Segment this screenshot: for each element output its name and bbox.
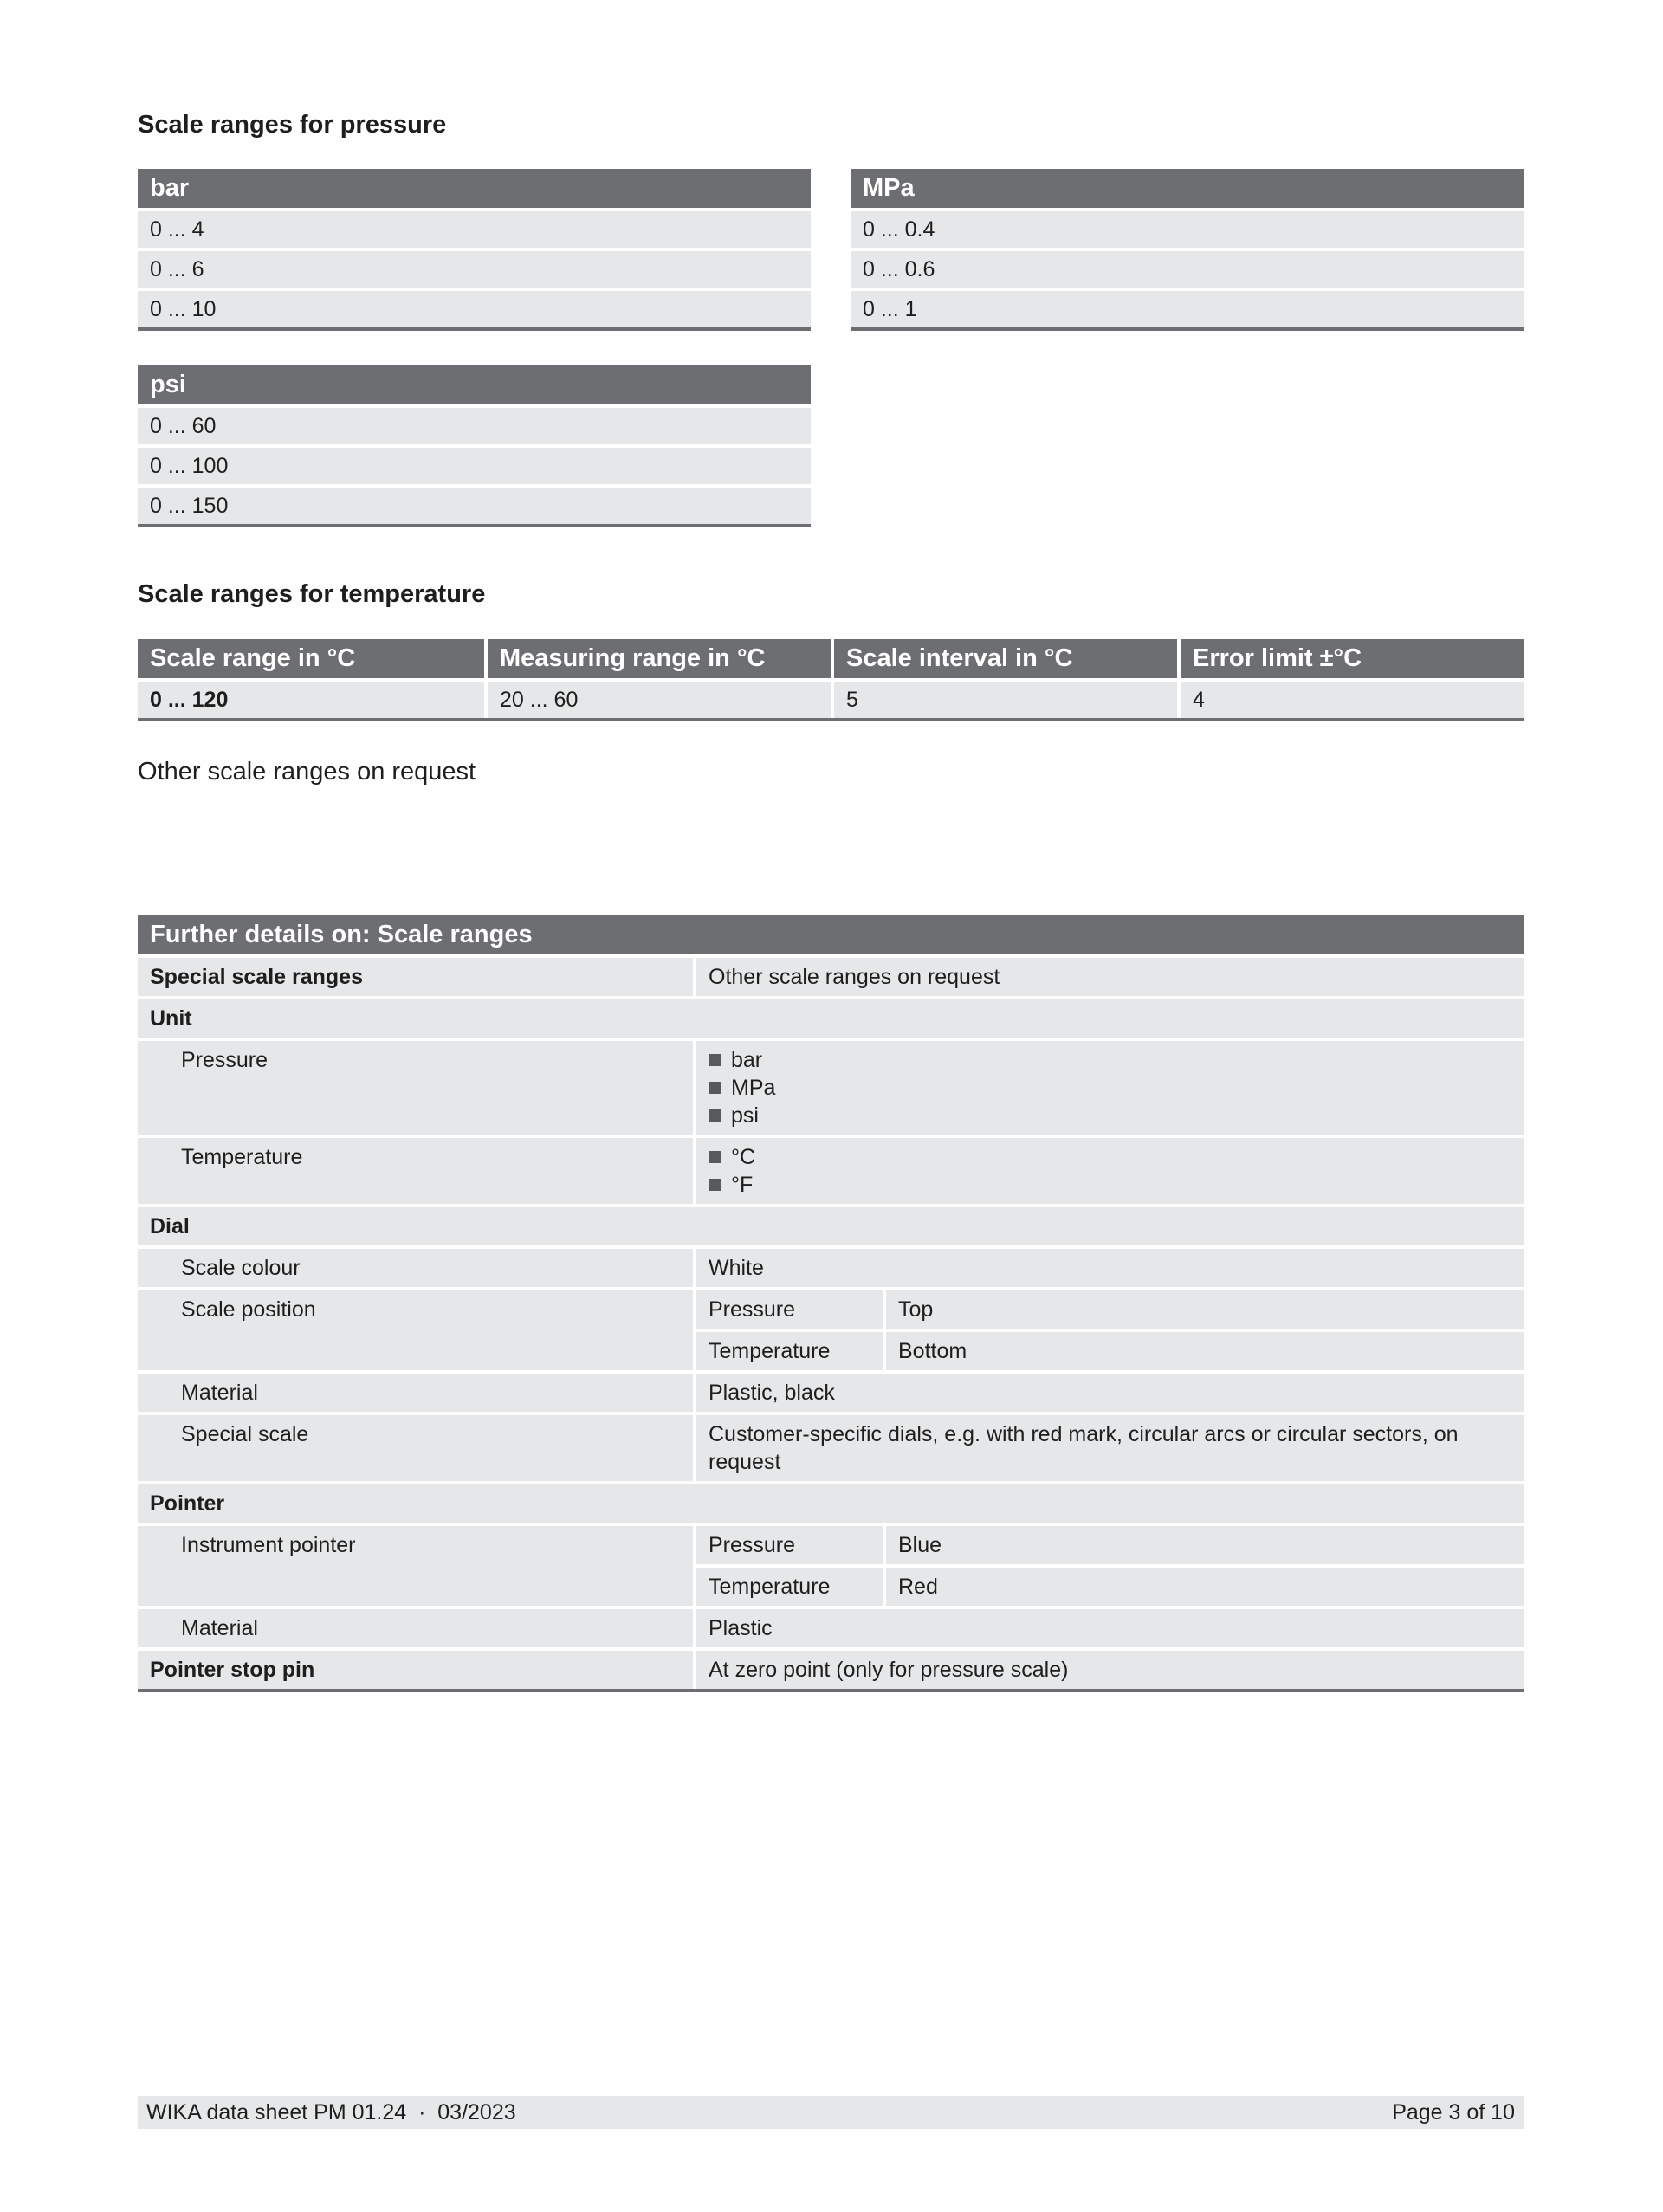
bullet-square-icon	[709, 1054, 721, 1066]
bullet-square-icon	[709, 1151, 721, 1163]
temp-cell: 20 ... 60	[484, 682, 831, 718]
unit-group-label: Unit	[138, 999, 1524, 1041]
special-scale-label: Special scale	[138, 1415, 693, 1484]
footer-document-id: WIKA data sheet PM 01.24 · 03/2023	[146, 2099, 516, 2125]
temp-col-header: Scale range in °C	[138, 639, 484, 682]
list-item	[709, 1143, 1511, 1171]
scale-position-pressure-value: Top	[883, 1290, 1524, 1332]
pointer-group-label: Pointer	[138, 1484, 1524, 1526]
special-scale-ranges-label: Special scale ranges	[138, 958, 693, 999]
instrument-pointer-temperature-label: Temperature	[693, 1568, 883, 1609]
bar-row: 0 ... 10	[138, 291, 811, 327]
details-header: Further details on: Scale ranges	[138, 915, 1524, 958]
instrument-pointer-pressure-label: Pressure	[693, 1526, 883, 1568]
temp-col-header: Error limit ±°C	[1177, 639, 1524, 682]
pointer-material-value: Plastic	[693, 1609, 1524, 1651]
list-item	[709, 1046, 1511, 1074]
instrument-pointer-temperature-value: Red	[883, 1568, 1524, 1609]
mpa-row: 0 ... 0.4	[851, 211, 1524, 251]
unit-value: psi	[731, 1103, 759, 1128]
mpa-table	[851, 169, 1524, 331]
list-item	[709, 1074, 1511, 1102]
psi-table	[138, 365, 811, 527]
temp-col-header: Measuring range in °C	[484, 639, 831, 682]
page-footer	[138, 2096, 1524, 2129]
scale-position-pressure-label: Pressure	[693, 1290, 883, 1332]
unit-value: bar	[731, 1048, 763, 1072]
scale-position-label: Scale position	[138, 1290, 693, 1374]
pressure-heading: Scale ranges for pressure	[138, 111, 447, 139]
scale-colour-label: Scale colour	[138, 1249, 693, 1290]
mpa-row: 0 ... 1	[851, 291, 1524, 327]
instrument-pointer-pressure-value: Blue	[883, 1526, 1524, 1568]
mpa-header: MPa	[851, 169, 1524, 211]
bar-table	[138, 169, 811, 331]
psi-header: psi	[138, 365, 811, 408]
unit-pressure-values	[693, 1041, 1524, 1138]
unit-pressure-label: Pressure	[138, 1041, 693, 1138]
special-scale-ranges-value: Other scale ranges on request	[693, 958, 1524, 999]
further-details-table	[138, 915, 1524, 1692]
mpa-row: 0 ... 0.6	[851, 251, 1524, 291]
dial-material-value: Plastic, black	[693, 1374, 1524, 1415]
pointer-stop-pin-value: At zero point (only for pressure scale)	[693, 1651, 1524, 1689]
bar-row: 0 ... 6	[138, 251, 811, 291]
temp-cell: 0 ... 120	[138, 682, 484, 718]
bullet-square-icon	[709, 1179, 721, 1191]
list-item	[709, 1102, 1511, 1129]
special-scale-value: Customer-specific dials, e.g. with red mark, circular arcs or circular sectors, on request	[693, 1415, 1524, 1484]
dial-group-label: Dial	[138, 1207, 1524, 1249]
bullet-square-icon	[709, 1109, 721, 1122]
psi-row: 0 ... 100	[138, 448, 811, 488]
scale-position-temperature-value: Bottom	[883, 1332, 1524, 1374]
psi-row: 0 ... 60	[138, 408, 811, 448]
pointer-material-label: Material	[138, 1609, 693, 1651]
pointer-stop-pin-label: Pointer stop pin	[138, 1651, 693, 1689]
bar-row: 0 ... 4	[138, 211, 811, 251]
unit-value: °F	[731, 1173, 754, 1197]
unit-value: °C	[731, 1145, 756, 1169]
unit-value: MPa	[731, 1076, 776, 1100]
temp-col-header: Scale interval in °C	[831, 639, 1177, 682]
instrument-pointer-label: Instrument pointer	[138, 1526, 693, 1609]
dial-material-label: Material	[138, 1374, 693, 1415]
footer-page-number: Page 3 of 10	[1392, 2099, 1515, 2125]
temperature-heading: Scale ranges for temperature	[138, 580, 486, 608]
scale-position-temperature-label: Temperature	[693, 1332, 883, 1374]
scale-colour-value: White	[693, 1249, 1524, 1290]
unit-temperature-label: Temperature	[138, 1138, 693, 1207]
other-ranges-note: Other scale ranges on request	[138, 758, 476, 786]
temp-cell: 5	[831, 682, 1177, 718]
psi-row: 0 ... 150	[138, 488, 811, 524]
unit-temperature-values	[693, 1138, 1524, 1207]
list-item	[709, 1171, 1511, 1199]
bullet-square-icon	[709, 1082, 721, 1094]
bar-header: bar	[138, 169, 811, 211]
temp-cell: 4	[1177, 682, 1524, 718]
temperature-table	[138, 639, 1524, 721]
